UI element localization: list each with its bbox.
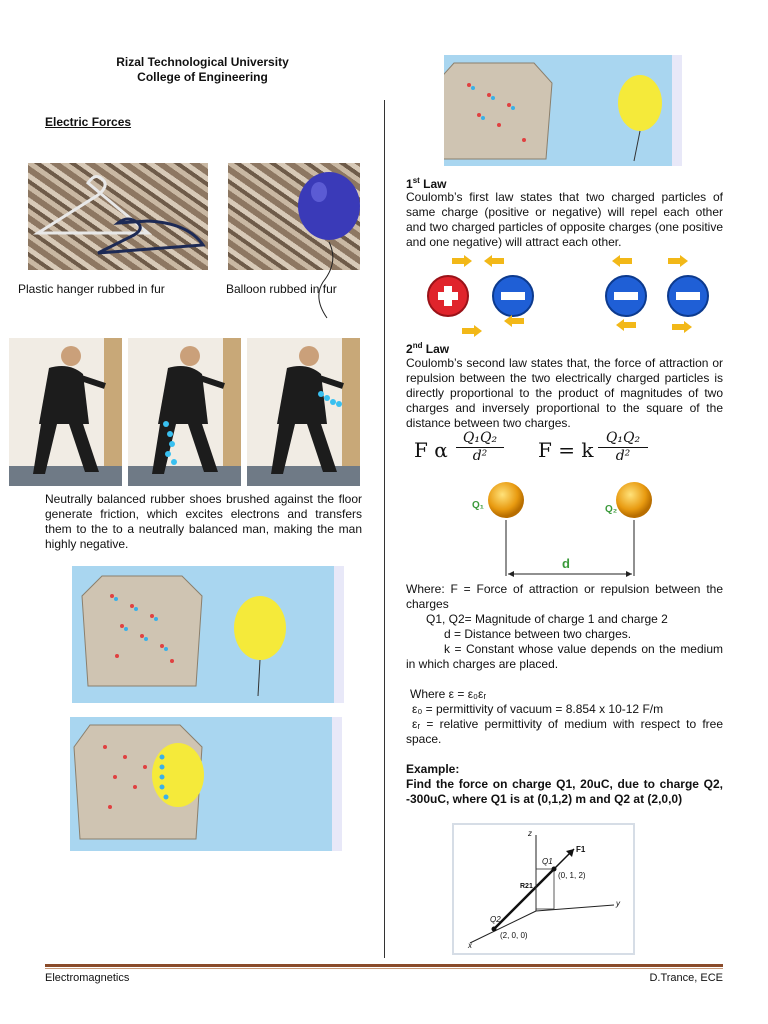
vector-figure: [452, 823, 635, 955]
walking-man-spark-icon: [247, 338, 360, 486]
q2-coords: (2, 0, 0): [500, 931, 528, 940]
f1-label: F1: [576, 845, 586, 854]
college-name: College of Engineering: [137, 70, 268, 84]
sweater-icon: [72, 566, 344, 703]
example-text: Find the force on charge Q1, 20uC, due to charge Q2, -300uC, where Q1 is at (0,1,2) m and Q2 at (2,0,0): [406, 777, 723, 806]
positive-charge-icon: [428, 276, 468, 316]
r21-label: R21: [520, 883, 533, 890]
q1-label: Q₁: [472, 500, 484, 511]
formula-equal-lhs: F = k: [538, 438, 594, 462]
sweater-attract-icon: [70, 717, 342, 851]
balloon-caption: Balloon rubbed in fur: [226, 282, 337, 296]
second-law-text: Coulomb’s second law states that, the force of attraction or repulsion between the two electrically charged particles is directly proportional to the product of magnitudes of two charges and inversely proportional to the square of the distance between two charges.: [406, 356, 723, 430]
sweater-top-icon: [444, 55, 682, 166]
man-frame-3: [247, 338, 360, 486]
epsilon-line-1: Where ε = ε₀εᵣ: [410, 687, 487, 701]
formula-numerator: Q₁Q₂: [462, 430, 498, 446]
axis-x-label: x: [468, 941, 472, 950]
university-name: Rizal Technological University: [116, 55, 289, 69]
charges-diagram: [418, 254, 718, 338]
arrow-icon: [452, 255, 692, 337]
q1-point-label: Q1: [542, 857, 553, 866]
blue-balloon-icon: [295, 170, 365, 320]
sweater-balloon-scene-top: [444, 55, 682, 166]
negative-charge-icon: [493, 276, 533, 316]
second-law-title: 2nd Law: [406, 341, 450, 356]
q2-label: Q₂: [605, 504, 618, 515]
formula-denominator: d²: [456, 447, 504, 464]
man-frame-1: [9, 338, 122, 486]
q2-point-label: Q2: [490, 915, 501, 924]
where-line-1: Where: F = Force of attraction or repulsion between the charges: [406, 582, 723, 611]
footer-rule: [45, 964, 723, 967]
negative-charge-icon: [668, 276, 708, 316]
formula-equal-fraction: [598, 430, 648, 464]
walking-man-icon: [9, 338, 122, 486]
formula-numerator: Q₁Q₂: [605, 430, 641, 446]
charge-q1-icon: [488, 482, 524, 518]
where-line-2: Q1, Q2= Magnitude of charge 1 and charge 2: [426, 612, 668, 626]
footer-left: Electromagnetics: [45, 972, 130, 984]
hanger-caption: Plastic hanger rubbed in fur: [18, 282, 165, 296]
axes-3d-icon: [454, 825, 633, 953]
formula-denominator: d²: [598, 447, 648, 464]
sweater-balloon-scene-2: [70, 717, 342, 851]
first-law-text: Coulomb’s first law states that two charged particles of same charge (positive or negative) will repel each other and two charged particles of opposite charges (one positive and one negative) will attract each other.: [406, 190, 723, 249]
hanger-icon: [28, 163, 208, 270]
where-line-3: d = Distance between two charges.: [444, 627, 632, 641]
distance-label: d: [562, 556, 570, 571]
footer-right: D.Trance, ECE: [649, 972, 723, 984]
where-line-4: k = Constant whose value depends on the medium in which charges are placed.: [406, 642, 723, 671]
first-law-title: 1st Law: [406, 176, 447, 191]
column-divider: [384, 100, 385, 958]
epsilon-line-2: ε₀ = permittivity of vacuum = 8.854 x 10-12 F/m: [412, 702, 664, 716]
example-title: Example:: [406, 762, 460, 776]
sweater-balloon-scene-1: [72, 566, 344, 703]
axis-z-label: z: [528, 829, 532, 838]
walking-man-charged-icon: [128, 338, 241, 486]
axis-y-label: y: [616, 899, 620, 908]
epsilon-line-3: εᵣ = relative permittivity of medium with respect to free space.: [406, 717, 723, 746]
footer-rule-thin: [45, 968, 723, 969]
q1-coords: (0, 1, 2): [558, 871, 586, 880]
charge-q2-icon: [616, 482, 652, 518]
negative-charge-icon: [606, 276, 646, 316]
man-frame-2: [128, 338, 241, 486]
section-title: Electric Forces: [45, 115, 132, 129]
formula-proportional-lhs: F α: [414, 438, 448, 462]
shoes-caption: Neutrally balanced rubber shoes brushed against the floor generate friction, which excites electrons and transfers them to the to a neutrally balanced man, making the man highly negative.: [45, 492, 362, 551]
fur-hanger-image: [28, 163, 208, 270]
formula-proportional-fraction: [456, 430, 504, 464]
